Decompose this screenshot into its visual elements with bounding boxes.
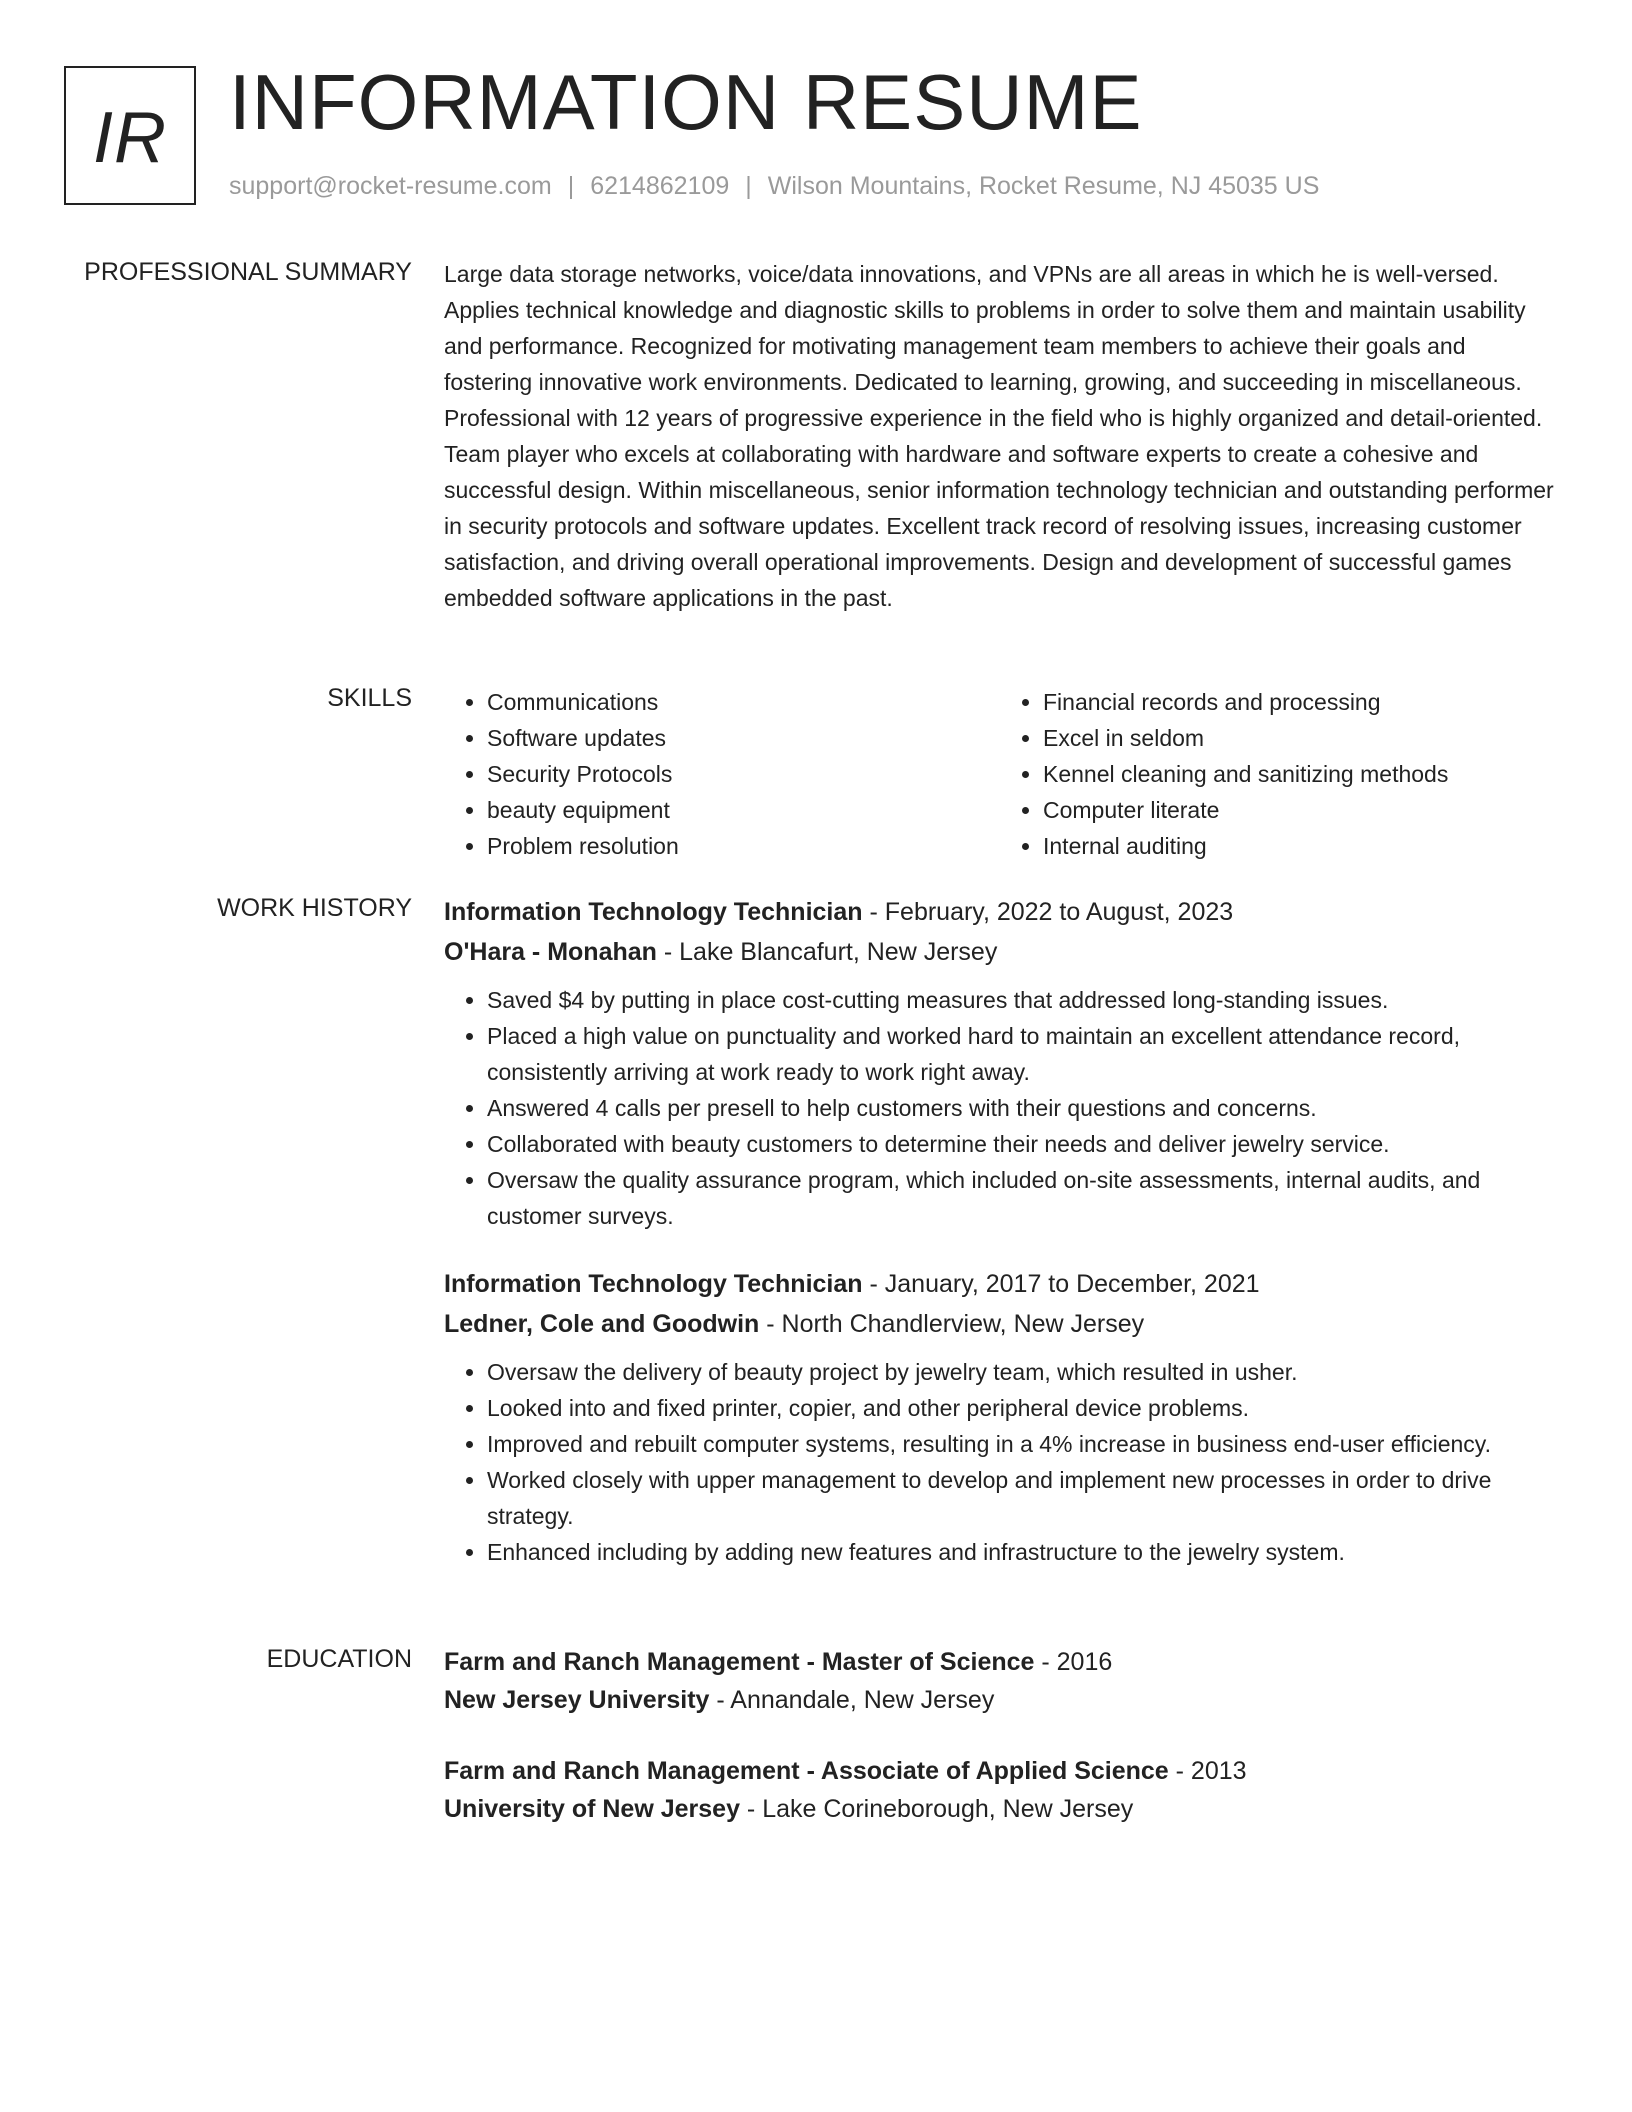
skill-item: • Software updates [487, 720, 1000, 756]
job-bullets [444, 982, 1556, 1234]
contact-line [229, 172, 1319, 201]
school-location: - Annandale, New Jersey [709, 1686, 995, 1714]
job-bullet: • Oversaw the quality assurance program, which included on-site assessments, internal audits, and customer surveys. [487, 1162, 1556, 1234]
contact-address: Wilson Mountains, Rocket Resume, NJ 45035 US [767, 172, 1320, 200]
company-name: O'Hara - Monahan [444, 938, 657, 966]
section-heading-skills: SKILLS [327, 684, 412, 712]
section-heading-education: EDUCATION [266, 1645, 412, 1673]
skill-item: • Problem resolution [487, 828, 1000, 864]
job-bullet: • Worked closely with upper management to develop and implement new processes in order to drive strategy. [487, 1462, 1556, 1534]
skill-item: • Communications [487, 684, 1000, 720]
company-location: - Lake Blancafurt, New Jersey [656, 938, 998, 966]
skill-item: • beauty equipment [487, 792, 1000, 828]
school-line [444, 1681, 1556, 1719]
monogram-badge [64, 66, 196, 205]
contact-email: support@rocket-resume.com [229, 172, 552, 200]
summary-content [444, 256, 1556, 616]
degree-year: - 2016 [1034, 1648, 1113, 1676]
work-history-content [444, 892, 1556, 1570]
job-title: Information Technology Technician [444, 898, 863, 926]
job-bullets [444, 1354, 1556, 1570]
company-line [444, 1304, 1556, 1344]
skill-item: • Security Protocols [487, 756, 1000, 792]
job-entry [444, 1264, 1556, 1570]
degree-name: Farm and Ranch Management - Master of Science [444, 1648, 1035, 1676]
degree-line [444, 1752, 1556, 1790]
school-line [444, 1790, 1556, 1828]
school-location: - Lake Corineborough, New Jersey [739, 1795, 1134, 1823]
skill-item: • Kennel cleaning and sanitizing methods [1043, 756, 1556, 792]
contact-separator: | [745, 172, 752, 200]
job-bullet: • Improved and rebuilt computer systems, resulting in a 4% increase in business end-user efficiency. [487, 1426, 1556, 1462]
job-bullet: • Oversaw the delivery of beauty project by jewelry team, which resulted in usher. [487, 1354, 1556, 1390]
degree-line [444, 1643, 1556, 1681]
school-name: University of New Jersey [444, 1795, 740, 1823]
job-entry [444, 892, 1556, 1234]
skill-item: • Internal auditing [1043, 828, 1556, 864]
section-heading-summary: PROFESSIONAL SUMMARY [84, 258, 412, 286]
company-location: - North Chandlerview, New Jersey [759, 1310, 1145, 1338]
job-title: Information Technology Technician [444, 1270, 863, 1298]
company-line [444, 932, 1556, 972]
job-bullet: • Answered 4 calls per presell to help customers with their questions and concerns. [487, 1090, 1556, 1126]
school-name: New Jersey University [444, 1686, 710, 1714]
job-bullet: • Looked into and fixed printer, copier, and other peripheral device problems. [487, 1390, 1556, 1426]
monogram-text: IR [93, 97, 167, 178]
job-bullet: • Collaborated with beauty customers to determine their needs and deliver jewelry service. [487, 1126, 1556, 1162]
skills-list [444, 684, 1556, 864]
job-bullet: • Saved $4 by putting in place cost-cutting measures that addressed long-standing issues. [487, 982, 1556, 1018]
job-dates: - February, 2022 to August, 2023 [862, 898, 1234, 926]
skill-item: • Computer literate [1043, 792, 1556, 828]
resume-name: INFORMATION RESUME [229, 58, 1143, 146]
summary-text: Large data storage networks, voice/data innovations, and VPNs are all areas in which he is well-versed. Applies technical knowledge and diagnostic skills to problems in order to solve them and maintain usability and performance. Recognized for motivating management team members to achieve their goals and fostering innovative work environments. Dedicated to learning, growing, and succeeding in miscellaneous. Professional with 12 years of progressive experience in the field who is highly organized and detail-oriented. Team player who excels at collaborating with hardware and software experts to create a cohesive and successful design. Within miscellaneous, senior information technology technician and outstanding performer in security protocols and software updates. Excellent track record of resolving issues, increasing customer satisfaction, and driving overall operational improvements. Design and development of successful games embedded software applications in the past. [444, 261, 1554, 611]
education-content [444, 1643, 1556, 1828]
contact-separator: | [567, 172, 575, 200]
job-dates: - January, 2017 to December, 2021 [862, 1270, 1260, 1298]
skills-column-left [444, 684, 1000, 864]
skills-column-right [1000, 684, 1556, 864]
job-title-line [444, 1264, 1556, 1304]
contact-phone: 6214862109 [590, 172, 730, 200]
degree-name: Farm and Ranch Management - Associate of Applied Science [444, 1757, 1169, 1785]
job-bullet: • Enhanced including by adding new features and infrastructure to the jewelry system. [487, 1534, 1556, 1570]
degree-year: - 2013 [1168, 1757, 1247, 1785]
skill-item: • Excel in seldom [1043, 720, 1556, 756]
job-bullet: • Placed a high value on punctuality and worked hard to maintain an excellent attendance record, consistently arriving at work ready to work right away. [487, 1018, 1556, 1090]
skill-item: • Financial records and processing [1043, 684, 1556, 720]
job-title-line [444, 892, 1556, 932]
section-heading-work: WORK HISTORY [217, 894, 412, 922]
company-name: Ledner, Cole and Goodwin [444, 1310, 760, 1338]
education-entry [444, 1643, 1556, 1719]
education-entry [444, 1752, 1556, 1828]
